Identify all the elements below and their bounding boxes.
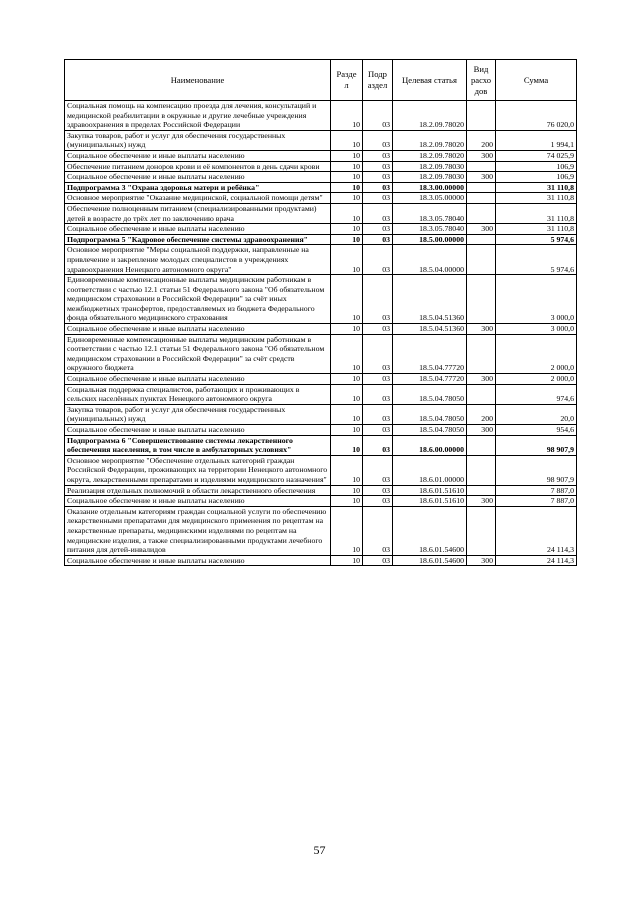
cell-type: 200	[467, 130, 496, 150]
cell-target: 18.3.05.78040	[393, 203, 467, 223]
table-row	[65, 172, 577, 183]
cell-sum: 24 114,3	[496, 555, 577, 566]
cell-target: 18.2.09.78030	[393, 172, 467, 183]
cell-type: 300	[467, 425, 496, 436]
cell-type: 300	[467, 324, 496, 335]
cell-type: 300	[467, 496, 496, 507]
cell-name: Социальная поддержка специалистов, работающих и проживающих в сельских населённых пунктах Ненецкого автономного округа	[65, 384, 331, 404]
cell-subsection: 03	[363, 193, 393, 204]
cell-section: 10	[331, 275, 363, 324]
header-sum: Сумма	[496, 60, 577, 101]
cell-target: 18.5.04.77720	[393, 334, 467, 373]
cell-sum: 106,9	[496, 172, 577, 183]
table-row	[65, 455, 577, 485]
cell-name: Социальное обеспечение и иные выплаты населению	[65, 150, 331, 161]
cell-type: 300	[467, 224, 496, 235]
cell-type	[467, 435, 496, 455]
cell-name: Основное мероприятие "Обеспечение отдельных категорий граждан Российской Федерации, проживающих на территории Ненецкого автономного округа, лекарственными препаратами и изделиями медицинского назначения"	[65, 455, 331, 485]
page-number: 57	[313, 843, 326, 857]
cell-name: Социальная помощь на компенсацию проезда для лечения, консультаций и медицинской реабилитации в окружные и другие лечебные учреждения здравоохранения в пределах Российской Федерации	[65, 101, 331, 131]
table-row	[65, 275, 577, 324]
table-row	[65, 334, 577, 373]
cell-type: 300	[467, 150, 496, 161]
cell-name: Социальное обеспечение и иные выплаты населению	[65, 224, 331, 235]
table-body	[65, 101, 577, 566]
cell-subsection: 03	[363, 506, 393, 555]
cell-section: 10	[331, 224, 363, 235]
table-row	[65, 404, 577, 424]
cell-target: 18.3.05.78040	[393, 224, 467, 235]
table-row	[65, 101, 577, 131]
cell-subsection: 03	[363, 425, 393, 436]
cell-name: Социальное обеспечение и иные выплаты населению	[65, 324, 331, 335]
cell-target: 18.3.00.00000	[393, 182, 467, 193]
table-row	[65, 203, 577, 223]
cell-target: 18.5.04.78050	[393, 384, 467, 404]
cell-name: Обеспечение полноценным питанием (специализированными продуктами) детей в возрасте до трёх лет по заключению врача	[65, 203, 331, 223]
cell-section: 10	[331, 101, 363, 131]
cell-name: Социальное обеспечение и иные выплаты населению	[65, 555, 331, 566]
cell-section: 10	[331, 161, 363, 172]
cell-type	[467, 334, 496, 373]
cell-sum: 5 974,6	[496, 234, 577, 245]
cell-target: 18.5.04.78050	[393, 425, 467, 436]
cell-sum: 31 110,8	[496, 193, 577, 204]
cell-name: Подпрограмма 3 "Охрана здоровья матери и ребёнка"	[65, 182, 331, 193]
cell-target: 18.5.04.51360	[393, 324, 467, 335]
cell-type	[467, 455, 496, 485]
cell-target: 18.6.00.00000	[393, 435, 467, 455]
cell-section: 10	[331, 485, 363, 496]
cell-subsection: 03	[363, 203, 393, 223]
cell-section: 10	[331, 506, 363, 555]
cell-subsection: 03	[363, 150, 393, 161]
cell-section: 10	[331, 150, 363, 161]
table-row	[65, 234, 577, 245]
cell-subsection: 03	[363, 334, 393, 373]
cell-target: 18.6.01.54600	[393, 555, 467, 566]
cell-target: 18.5.04.00000	[393, 245, 467, 275]
cell-target: 18.6.01.54600	[393, 506, 467, 555]
cell-name: Социальное обеспечение и иные выплаты населению	[65, 425, 331, 436]
cell-type	[467, 384, 496, 404]
cell-section: 10	[331, 172, 363, 183]
cell-name: Основное мероприятие "Оказание медицинской, социальной помощи детям"	[65, 193, 331, 204]
cell-subsection: 03	[363, 275, 393, 324]
cell-name: Обеспечение питанием доноров крови и её компонентов в день сдачи крови	[65, 161, 331, 172]
cell-section: 10	[331, 455, 363, 485]
cell-name: Единовременные компенсационные выплаты медицинским работникам в соответствии с частью 12.1 статьи 51 Федерального закона "Об обязательном медицинском страховании в Российской Федерации" за счёт иных межбюджетных трансфертов, предоставляемых из бюджета Федерального фонда обязательного медицинского страхования	[65, 275, 331, 324]
cell-target: 18.6.01.51610	[393, 496, 467, 507]
cell-subsection: 03	[363, 161, 393, 172]
cell-type	[467, 275, 496, 324]
cell-type: 300	[467, 374, 496, 385]
cell-section: 10	[331, 324, 363, 335]
table-row	[65, 130, 577, 150]
cell-subsection: 03	[363, 485, 393, 496]
header-section	[331, 60, 363, 101]
cell-section: 10	[331, 234, 363, 245]
cell-name: Подпрограмма 5 "Кадровое обеспечение системы здравоохранения"	[65, 234, 331, 245]
table-row	[65, 485, 577, 496]
cell-subsection: 03	[363, 224, 393, 235]
cell-section: 10	[331, 425, 363, 436]
cell-target: 18.2.09.78020	[393, 150, 467, 161]
cell-target: 18.2.09.78030	[393, 161, 467, 172]
cell-subsection: 03	[363, 172, 393, 183]
table-row	[65, 245, 577, 275]
cell-name: Социальное обеспечение и иные выплаты населению	[65, 172, 331, 183]
cell-name: Социальное обеспечение и иные выплаты населению	[65, 374, 331, 385]
header-type	[467, 60, 496, 101]
cell-type	[467, 182, 496, 193]
cell-type: 300	[467, 555, 496, 566]
cell-name: Подпрограмма 6 "Совершенствование системы лекарственного обеспечения населения, в том числе в амбулаторных условиях"	[65, 435, 331, 455]
cell-type	[467, 485, 496, 496]
cell-subsection: 03	[363, 404, 393, 424]
header-section-text: Разде л	[336, 69, 357, 90]
cell-section: 10	[331, 374, 363, 385]
cell-type	[467, 203, 496, 223]
cell-subsection: 03	[363, 374, 393, 385]
cell-name: Единовременные компенсационные выплаты медицинским работникам в соответствии с частью 12.1 статьи 51 Федерального закона "Об обязательном медицинском страховании в Российской Федерации" за счёт средств окружного бюджета	[65, 334, 331, 373]
cell-target: 18.5.04.77720	[393, 374, 467, 385]
cell-subsection: 03	[363, 384, 393, 404]
cell-sum: 98 907,9	[496, 435, 577, 455]
table-row	[65, 161, 577, 172]
cell-sum: 3 000,0	[496, 324, 577, 335]
header-target: Целевая статья	[393, 60, 467, 101]
cell-sum: 31 110,8	[496, 203, 577, 223]
cell-name: Закупка товаров, работ и услуг для обеспечения государственных (муниципальных) нужд	[65, 404, 331, 424]
cell-target: 18.2.09.78020	[393, 101, 467, 131]
cell-subsection: 03	[363, 555, 393, 566]
header-name: Наименование	[65, 60, 331, 101]
cell-sum: 1 994,1	[496, 130, 577, 150]
cell-type: 300	[467, 172, 496, 183]
cell-subsection: 03	[363, 130, 393, 150]
table-row	[65, 324, 577, 335]
cell-sum: 7 887,0	[496, 496, 577, 507]
cell-name: Оказание отдельным категориям граждан социальной услуги по обеспечению лекарственными препаратами для медицинского применения по рецептам на лекарственные препараты, медицинскими изделиями по рецептам на медицинские изделия, а также специализированными продуктами лечебного питания для детей-инвалидов	[65, 506, 331, 555]
table-row	[65, 182, 577, 193]
cell-type	[467, 245, 496, 275]
cell-sum: 2 000,0	[496, 374, 577, 385]
table-row	[65, 496, 577, 507]
table-row	[65, 506, 577, 555]
cell-subsection: 03	[363, 245, 393, 275]
table-header-row	[65, 60, 577, 101]
cell-sum: 7 887,0	[496, 485, 577, 496]
cell-name: Основное мероприятие "Меры социальной поддержки, направленные на привлечение и закрепление молодых специалистов в учреждениях здравоохранения Ненецкого автономного округа"	[65, 245, 331, 275]
cell-target: 18.5.04.51360	[393, 275, 467, 324]
cell-sum: 5 974,6	[496, 245, 577, 275]
cell-target: 18.3.05.00000	[393, 193, 467, 204]
cell-sum: 20,0	[496, 404, 577, 424]
cell-sum: 954,6	[496, 425, 577, 436]
cell-section: 10	[331, 555, 363, 566]
cell-section: 10	[331, 245, 363, 275]
cell-name: Социальное обеспечение и иные выплаты населению	[65, 496, 331, 507]
cell-target: 18.6.01.51610	[393, 485, 467, 496]
budget-table	[64, 59, 577, 566]
cell-sum: 31 110,8	[496, 224, 577, 235]
header-subsection-text: Подр аздел	[367, 69, 388, 90]
cell-type: 200	[467, 404, 496, 424]
cell-section: 10	[331, 130, 363, 150]
cell-section: 10	[331, 182, 363, 193]
cell-subsection: 03	[363, 435, 393, 455]
cell-sum: 98 907,9	[496, 455, 577, 485]
cell-sum: 2 000,0	[496, 334, 577, 373]
header-subsection	[363, 60, 393, 101]
cell-section: 10	[331, 404, 363, 424]
cell-section: 10	[331, 496, 363, 507]
cell-section: 10	[331, 334, 363, 373]
cell-subsection: 03	[363, 234, 393, 245]
cell-subsection: 03	[363, 496, 393, 507]
cell-type	[467, 101, 496, 131]
table-row	[65, 555, 577, 566]
cell-target: 18.5.00.00000	[393, 234, 467, 245]
cell-target: 18.2.09.78020	[393, 130, 467, 150]
table-row	[65, 374, 577, 385]
table-row	[65, 224, 577, 235]
cell-sum: 24 114,3	[496, 506, 577, 555]
cell-sum: 3 000,0	[496, 275, 577, 324]
table-row	[65, 425, 577, 436]
cell-type	[467, 161, 496, 172]
cell-type	[467, 193, 496, 204]
table-row	[65, 435, 577, 455]
cell-sum: 106,9	[496, 161, 577, 172]
table-row	[65, 384, 577, 404]
cell-type	[467, 234, 496, 245]
cell-target: 18.5.04.78050	[393, 404, 467, 424]
cell-section: 10	[331, 203, 363, 223]
cell-name: Закупка товаров, работ и услуг для обеспечения государственных (муниципальных) нужд	[65, 130, 331, 150]
cell-sum: 74 025,9	[496, 150, 577, 161]
cell-name: Реализация отдельных полномочий в области лекарственного обеспечения	[65, 485, 331, 496]
cell-subsection: 03	[363, 455, 393, 485]
cell-subsection: 03	[363, 182, 393, 193]
cell-section: 10	[331, 193, 363, 204]
table-row	[65, 150, 577, 161]
cell-sum: 31 110,8	[496, 182, 577, 193]
cell-section: 10	[331, 384, 363, 404]
cell-type	[467, 506, 496, 555]
table-row	[65, 193, 577, 204]
cell-sum: 974,6	[496, 384, 577, 404]
cell-sum: 76 020,0	[496, 101, 577, 131]
cell-subsection: 03	[363, 101, 393, 131]
cell-subsection: 03	[363, 324, 393, 335]
cell-target: 18.6.01.00000	[393, 455, 467, 485]
cell-section: 10	[331, 435, 363, 455]
header-type-text: Вид расхо дов	[470, 63, 492, 96]
